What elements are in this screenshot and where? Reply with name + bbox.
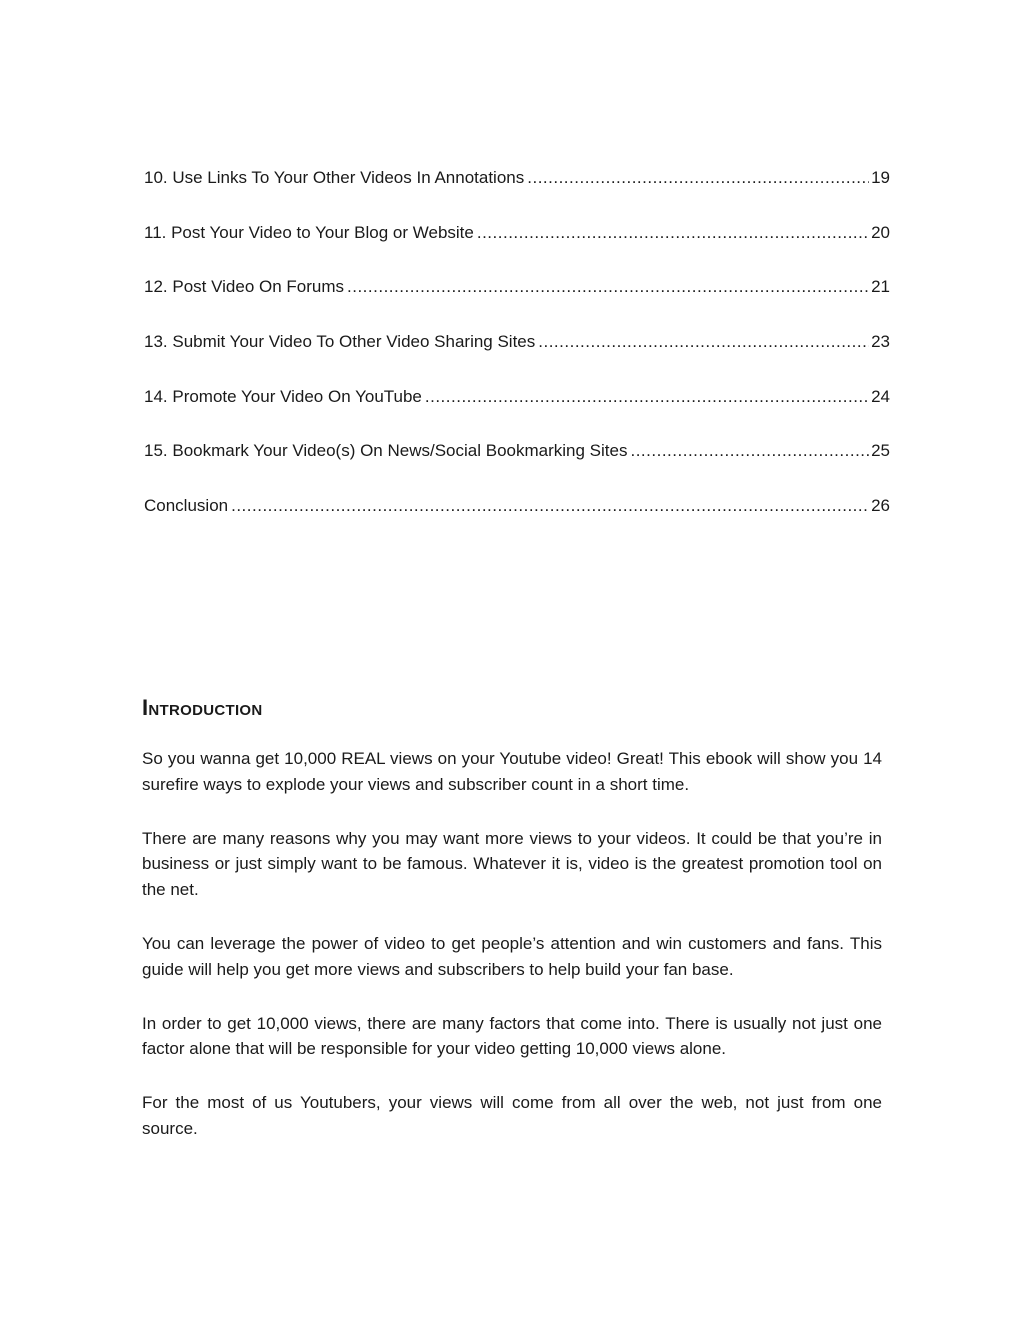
table-of-contents xyxy=(144,166,890,549)
toc-dot-leader xyxy=(630,439,869,463)
toc-entry-title: 11. Post Your Video to Your Blog or Website xyxy=(144,222,474,242)
toc-entry[interactable] xyxy=(144,166,890,221)
toc-entry-title: 14. Promote Your Video On YouTube xyxy=(144,386,422,406)
toc-entry[interactable] xyxy=(144,330,890,385)
toc-entry-page: 23 xyxy=(871,332,890,352)
section-heading-introduction: Introduction xyxy=(142,695,263,720)
toc-dot-leader xyxy=(477,221,869,245)
toc-entry-page: 21 xyxy=(871,277,890,297)
paragraph: For the most of us Youtubers, your views will come from all over the web, not just from one source. xyxy=(142,1093,882,1138)
toc-entry[interactable] xyxy=(144,221,890,276)
toc-entry-page: 24 xyxy=(871,386,890,406)
toc-entry-title: 13. Submit Your Video To Other Video Sharing Sites xyxy=(144,332,536,352)
toc-entry-title: 10. Use Links To Your Other Videos In Annotations xyxy=(144,168,525,187)
toc-dot-leader xyxy=(231,494,869,518)
paragraph: So you wanna get 10,000 REAL views on your Youtube video! Great! This ebook will show you 14 surefire ways to explode your views and subscriber count in a short time. xyxy=(142,749,882,794)
toc-dot-leader xyxy=(425,385,869,409)
toc-dot-leader xyxy=(538,330,869,354)
toc-entry-page: 26 xyxy=(871,496,890,516)
toc-entry-title: 12. Post Video On Forums xyxy=(144,277,345,297)
toc-entry[interactable] xyxy=(144,385,890,440)
introduction-body xyxy=(142,746,882,1170)
toc-entry-page: 19 xyxy=(871,168,890,187)
toc-entry[interactable] xyxy=(144,275,890,330)
toc-entry-title: 15. Bookmark Your Video(s) On News/Social Bookmarking Sites xyxy=(144,441,628,461)
toc-dot-leader xyxy=(347,275,869,299)
paragraph: You can leverage the power of video to get people’s attention and win customers and fans. This guide will help you get more views and subscribers to help build your fan base. xyxy=(142,933,882,979)
toc-entry[interactable] xyxy=(144,439,890,494)
paragraph: There are many reasons why you may want more views to your videos. It could be that you’re in business or just simply want to be famous. Whatever it is, video is the greatest promotion tool on the net. xyxy=(142,828,882,899)
toc-entry-page: 20 xyxy=(871,222,890,242)
toc-entry[interactable] xyxy=(144,494,890,549)
paragraph: In order to get 10,000 views, there are many factors that come into. There is usually not just one factor alone that will be responsible for your video getting 10,000 views alone. xyxy=(142,1013,882,1059)
toc-dot-leader xyxy=(527,166,869,190)
toc-entry-title: Conclusion xyxy=(144,496,229,516)
toc-entry-page: 25 xyxy=(871,441,890,461)
